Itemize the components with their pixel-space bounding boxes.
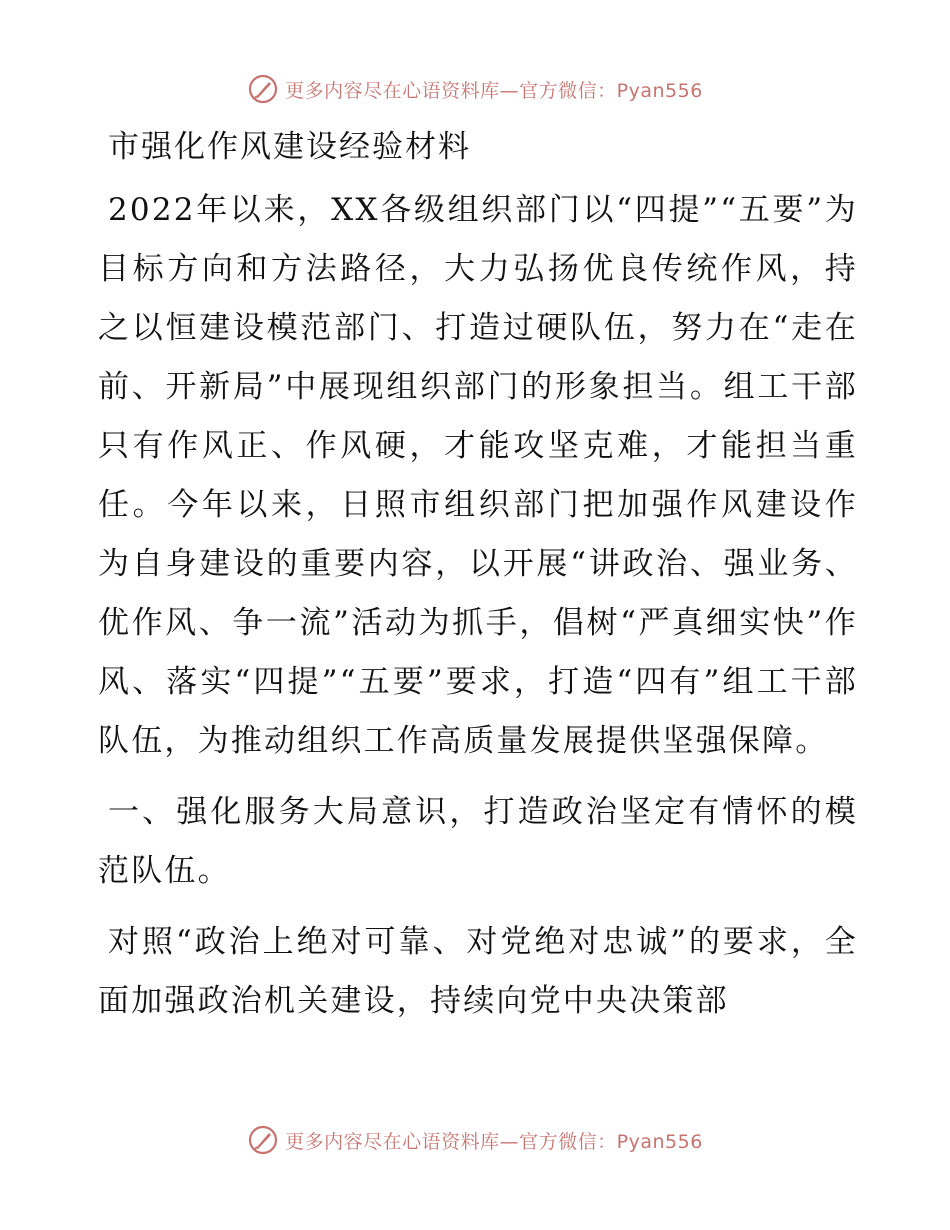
- paragraph: 对照“政治上绝对可靠、对党绝对忠诚”的要求，全面加强政治机关建设，持续向党中央决策部: [98, 924, 858, 1019]
- quill-logo-icon: [247, 1124, 279, 1156]
- section-heading: 一、强化服务大局意识，打造政治坚定有情怀的模范队伍。: [98, 794, 858, 889]
- document-body: [98, 125, 858, 1043]
- watermark-header: [0, 73, 950, 105]
- quill-logo-icon: [247, 73, 279, 105]
- watermark-footer: [0, 1124, 950, 1156]
- watermark-text: 更多内容尽在心语资料库—官方微信：Pyan556: [285, 79, 703, 102]
- document-title: 市强化作风建设经验材料: [108, 129, 471, 165]
- watermark-text: 更多内容尽在心语资料库—官方微信：Pyan556: [285, 1130, 703, 1153]
- paragraph: 2022年以来，XX各级组织部门以“四提”“五要”为目标方向和方法路径，大力弘扬优良传统作风，持之以恒建设模范部门、打造过硬队伍，努力在“走在前、开新局”中展现组织部门的形象担当。组工干部只有作风正、作风硬，才能攻坚克难，才能担当重任。今年以来，日照市组织部门把加强作风建设作为自身建设的重要内容，以开展“讲政治、强业务、优作风、争一流”活动为抓手，倡树“严真细实快”作风、落实“四提”“五要”要求，打造“四有”组工干部队伍，为推动组织工作高质量发展提供坚强保障。: [98, 192, 858, 759]
